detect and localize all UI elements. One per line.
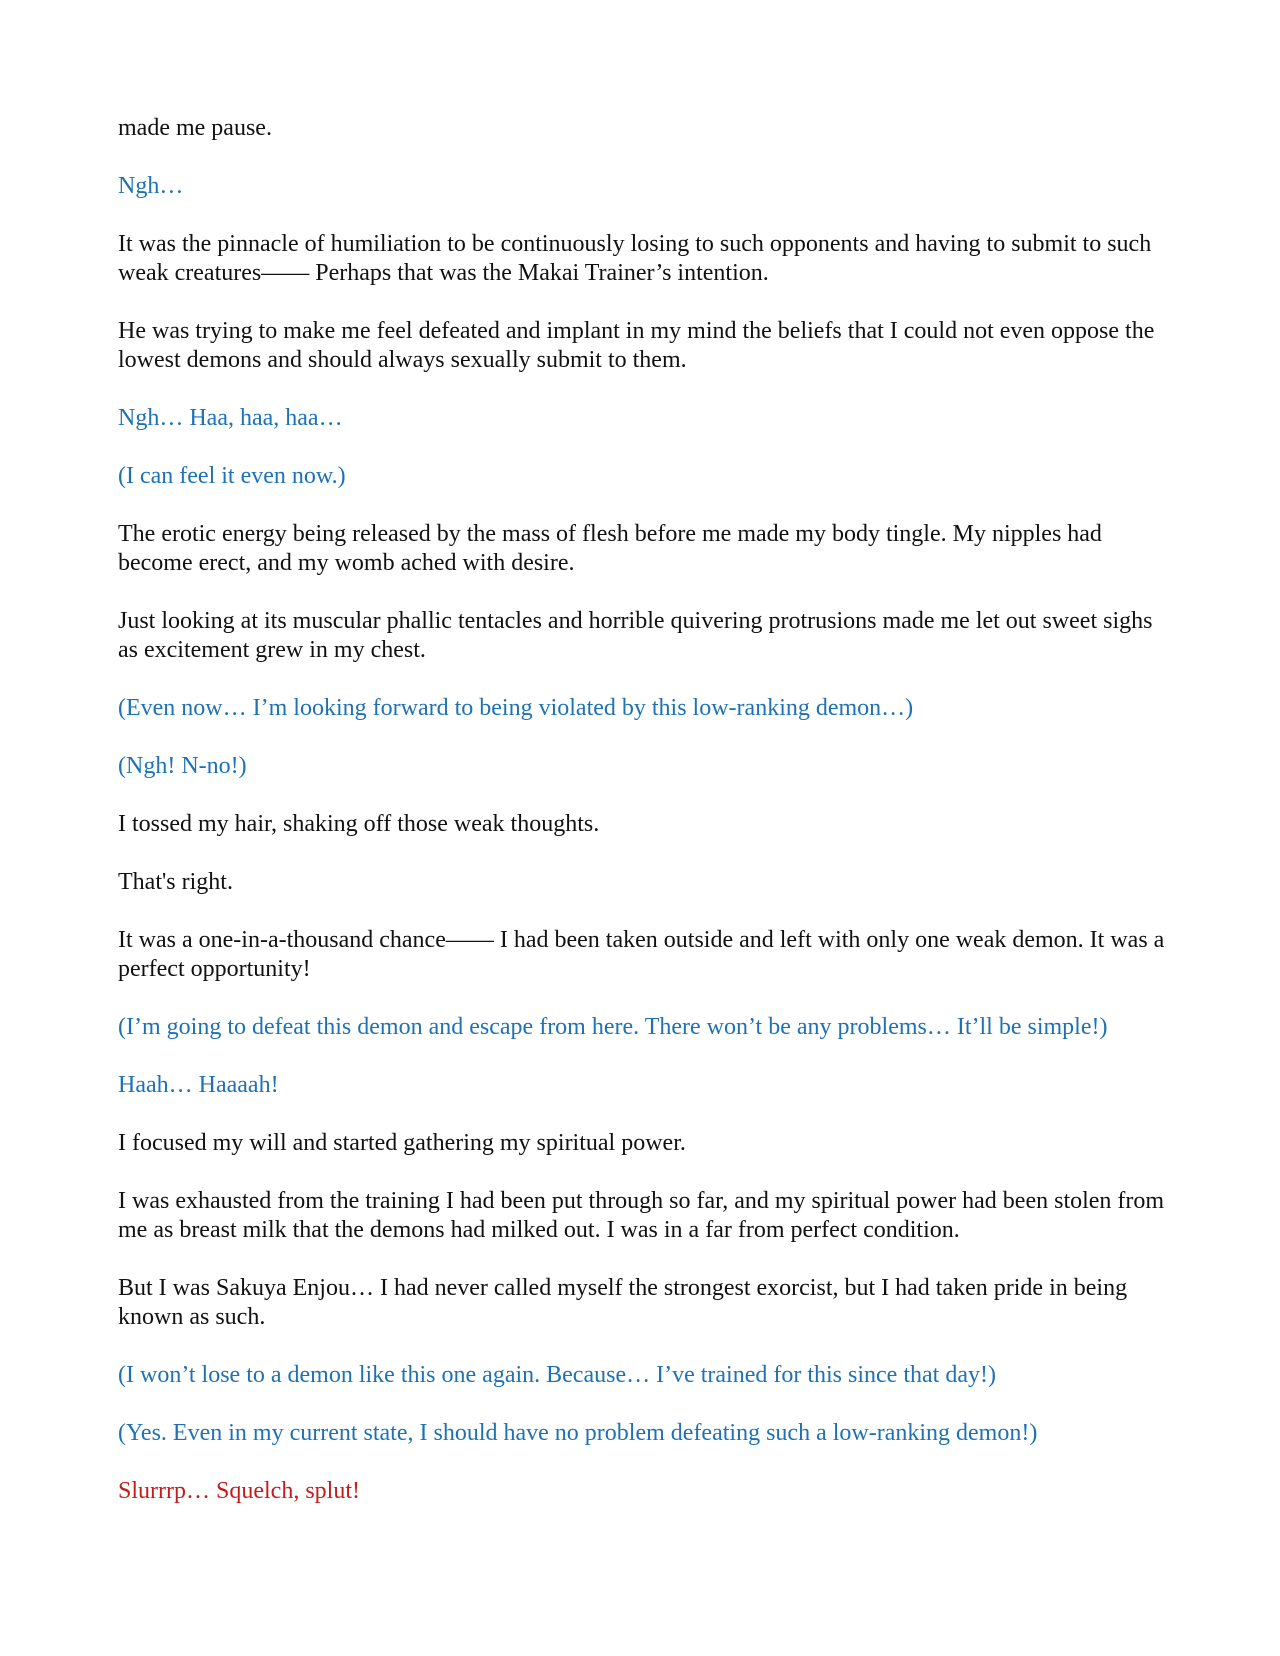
paragraph-thought: Haah… Haaaah! xyxy=(118,1072,279,1098)
paragraph-narration: He was trying to make me feel defeated and implant in my mind the beliefs that I could not even oppose the lowest demons and should always sexually submit to them. xyxy=(118,318,1155,373)
paragraph-thought: (Yes. Even in my current state, I should have no problem defeating such a low-ranking demon!) xyxy=(118,1420,1038,1446)
paragraph-thought: (I’m going to defeat this demon and escape from here. There won’t be any problems… It’ll be simple!) xyxy=(118,1014,1108,1040)
paragraph-narration: The erotic energy being released by the mass of flesh before me made my body tingle. My nipples had become erect, and my womb ached with desire. xyxy=(118,521,1102,576)
paragraph-thought: (I won’t lose to a demon like this one again. Because… I’ve trained for this since that day!) xyxy=(118,1362,996,1388)
paragraph-narration: I tossed my hair, shaking off those weak thoughts. xyxy=(118,811,600,837)
paragraph-narration: Just looking at its muscular phallic tentacles and horrible quivering protrusions made me let out sweet sighs as excitement grew in my chest. xyxy=(118,608,1153,663)
paragraph-narration: made me pause. xyxy=(118,115,272,141)
paragraph-thought: (Ngh! N-no!) xyxy=(118,753,247,779)
paragraph-narration: That's right. xyxy=(118,869,233,895)
paragraph-narration: I was exhausted from the training I had been put through so far, and my spiritual power had been stolen from me as breast milk that the demons had milked out. I was in a far from perfect condition. xyxy=(118,1188,1165,1243)
paragraph-sound-effect: Slurrrp… Squelch, splut! xyxy=(118,1478,360,1504)
paragraph-thought: (I can feel it even now.) xyxy=(118,463,346,489)
paragraph-thought: Ngh… Haa, haa, haa… xyxy=(118,405,343,431)
paragraph-narration: It was the pinnacle of humiliation to be continuously losing to such opponents and having to submit to such weak creatures—— Perhaps that was the Makai Trainer’s intention. xyxy=(118,231,1152,286)
paragraph-narration: But I was Sakuya Enjou… I had never called myself the strongest exorcist, but I had taken pride in being known as such. xyxy=(118,1275,1128,1330)
page-body xyxy=(118,114,1174,1535)
paragraph-thought: Ngh… xyxy=(118,173,184,199)
paragraph-narration: It was a one-in-a-thousand chance—— I had been taken outside and left with only one weak demon. It was a perfect opportunity! xyxy=(118,927,1165,982)
paragraph-thought: (Even now… I’m looking forward to being violated by this low-ranking demon…) xyxy=(118,695,914,721)
paragraph-narration: I focused my will and started gathering my spiritual power. xyxy=(118,1130,686,1156)
